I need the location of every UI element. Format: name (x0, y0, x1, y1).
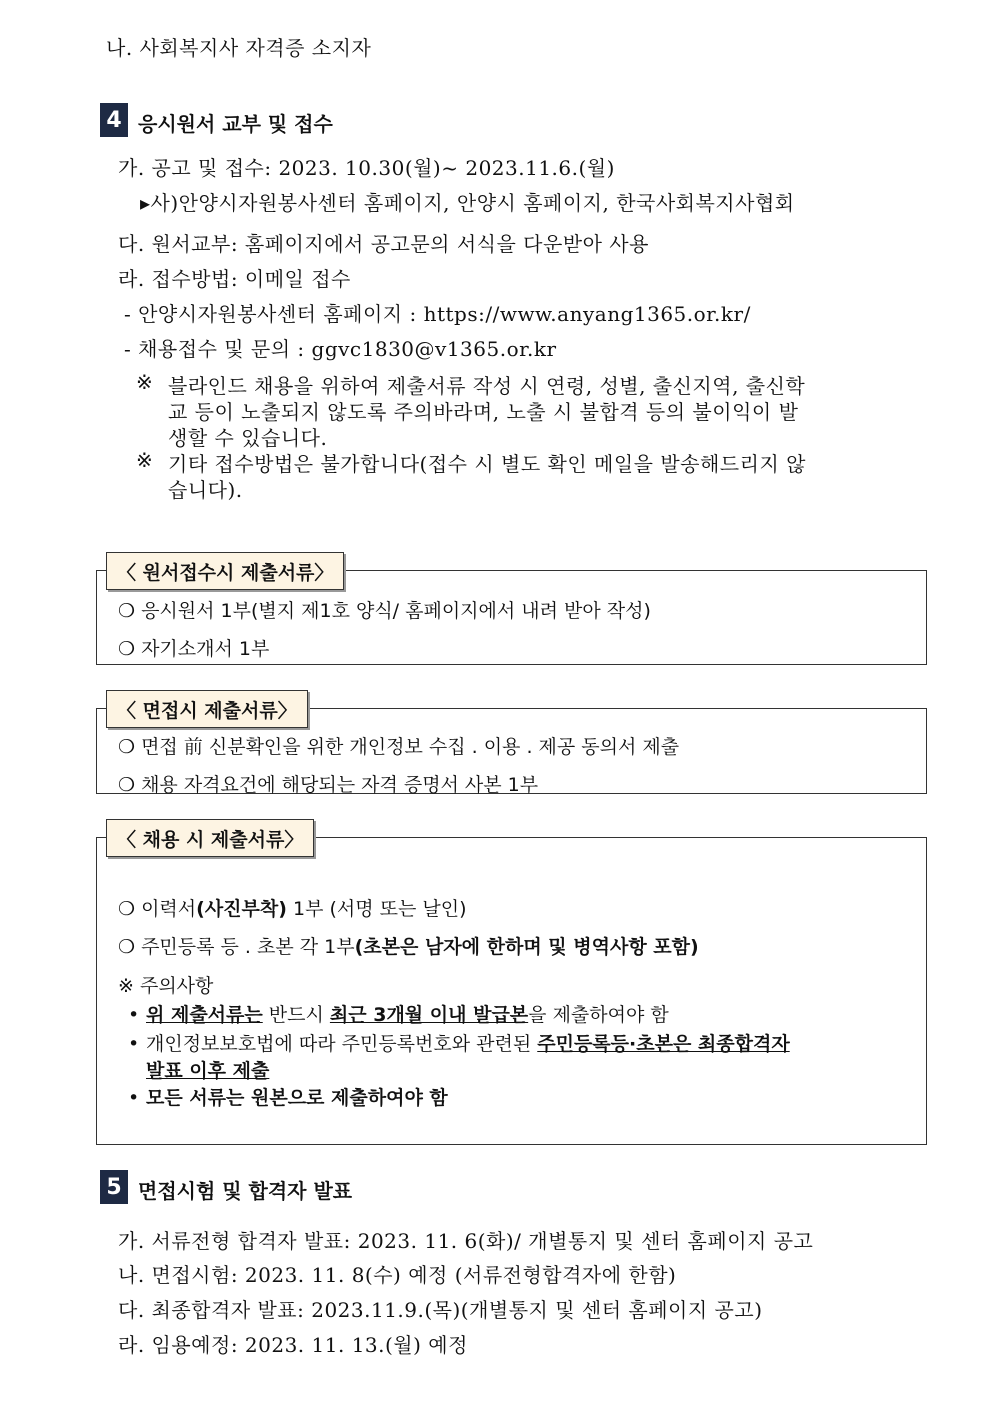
doc-resume-b: (사진부착) (196, 898, 287, 920)
doc-resident-b: (초본은 남자에 한하며 및 병역사항 포함) (354, 936, 699, 958)
line-announcement-period: 가. 공고 및 접수: 2023. 10.30(월)~ 2023.11.6.(월) (118, 156, 615, 180)
caution-bullet-1 (128, 1000, 669, 1027)
doc-resume-a: ❍ 이력서 (118, 898, 197, 920)
line-homepage-url[interactable]: - 안양시자원봉사센터 홈페이지 : https://www.anyang1365.or.kr/ (124, 302, 751, 326)
note-other-line2: 습니다). (168, 478, 243, 502)
note-other-line1: 기타 접수방법은 불가합니다(접수 시 별도 확인 메일을 발송해드리지 않 (168, 452, 806, 476)
doc-resume-c: 1부 (서명 또는 날인) (286, 898, 467, 920)
bullet-dot-3: • (128, 1087, 140, 1109)
note-blind-line3: 생할 수 있습니다. (168, 426, 328, 450)
caution-1-b: 반드시 (262, 1004, 330, 1026)
doc-privacy-consent: ❍ 면접 前 신분확인을 위한 개인정보 수집 . 이용 . 제공 동의서 제출 (118, 736, 680, 758)
caution-1-c: 최근 3개월 이내 발급본 (329, 1004, 529, 1026)
section-number-4: 4 (100, 103, 128, 137)
caution-2-b: 주민등록등·초본은 최종합격자 (537, 1033, 790, 1055)
line-final-result: 다. 최종합격자 발표: 2023.11.9.(목)(개별통지 및 센터 홈페이지 공고) (118, 1298, 763, 1322)
line-submission-method: 라. 접수방법: 이메일 접수 (118, 267, 351, 291)
section-title-5: 면접시험 및 합격자 발표 (138, 1179, 353, 1203)
line-contact-email[interactable]: - 채용접수 및 문의 : ggvc1830@v1365.or.kr (124, 337, 557, 361)
line-interview-date: 나. 면접시험: 2023. 11. 8(수) 예정 (서류전형합격자에 한함) (118, 1263, 677, 1287)
note-blind-line1: 블라인드 채용을 위하여 제출서류 작성 시 연령, 성별, 출신지역, 출신학 (168, 374, 806, 398)
doc-certificate-copy: ❍ 채용 자격요건에 해당되는 자격 증명서 사본 1부 (118, 774, 539, 796)
caution-3: 모든 서류는 원본으로 제출하여야 함 (146, 1087, 448, 1109)
box-title-hiring (106, 819, 314, 857)
section-number-5: 5 (100, 1170, 128, 1204)
caution-heading: ※ 주의사항 (118, 975, 214, 997)
bullet-dot-2: • (128, 1033, 140, 1055)
line-appointment-date: 라. 임용예정: 2023. 11. 13.(월) 예정 (118, 1333, 468, 1357)
line-announcement-sites: ▸사)안양시자원봉사센터 홈페이지, 안양시 홈페이지, 한국사회복지사협회 (140, 191, 795, 215)
box-title-hiring-text: 〈 채용 시 제출서류〉 (117, 828, 304, 851)
doc-resident-registration (118, 932, 699, 959)
caution-1-a: 위 제출서류는 (146, 1004, 263, 1026)
section-title-4: 응시원서 교부 및 접수 (138, 112, 333, 136)
item-na-qualification: 나. 사회복지사 자격증 소지자 (106, 36, 372, 60)
note-mark-2: ※ (136, 448, 154, 472)
note-blind-line2: 교 등이 노출되지 않도록 주의바라며, 노출 시 불합격 등의 불이익이 발 (168, 400, 799, 424)
box-title-interview: 〈 면접시 제출서류〉 (106, 690, 308, 728)
caution-2-a: 개인정보보호법에 따라 주민등록번호와 관련된 (146, 1033, 538, 1055)
caution-2-c: 발표 이후 제출 (146, 1060, 270, 1082)
caution-1-d: 을 제출하여야 함 (528, 1004, 669, 1026)
doc-resume (118, 894, 467, 921)
line-form-distribution: 다. 원서교부: 홈페이지에서 공고문의 서식을 다운받아 사용 (118, 232, 649, 256)
note-mark-1: ※ (136, 370, 154, 394)
box-title-application: 〈 원서접수시 제출서류〉 (106, 552, 344, 590)
line-document-result: 가. 서류전형 합격자 발표: 2023. 11. 6(화)/ 개별통지 및 센터 홈페이지 공고 (118, 1229, 814, 1253)
caution-bullet-3 (128, 1083, 448, 1110)
doc-application-form: ❍ 응시원서 1부(별지 제1호 양식/ 홈페이지에서 내려 받아 작성) (118, 600, 651, 622)
doc-self-introduction: ❍ 자기소개서 1부 (118, 638, 270, 660)
caution-bullet-2 (128, 1029, 790, 1056)
doc-resident-a: ❍ 주민등록 등 . 초본 각 1부 (118, 936, 355, 958)
bullet-dot-1: • (128, 1004, 140, 1026)
